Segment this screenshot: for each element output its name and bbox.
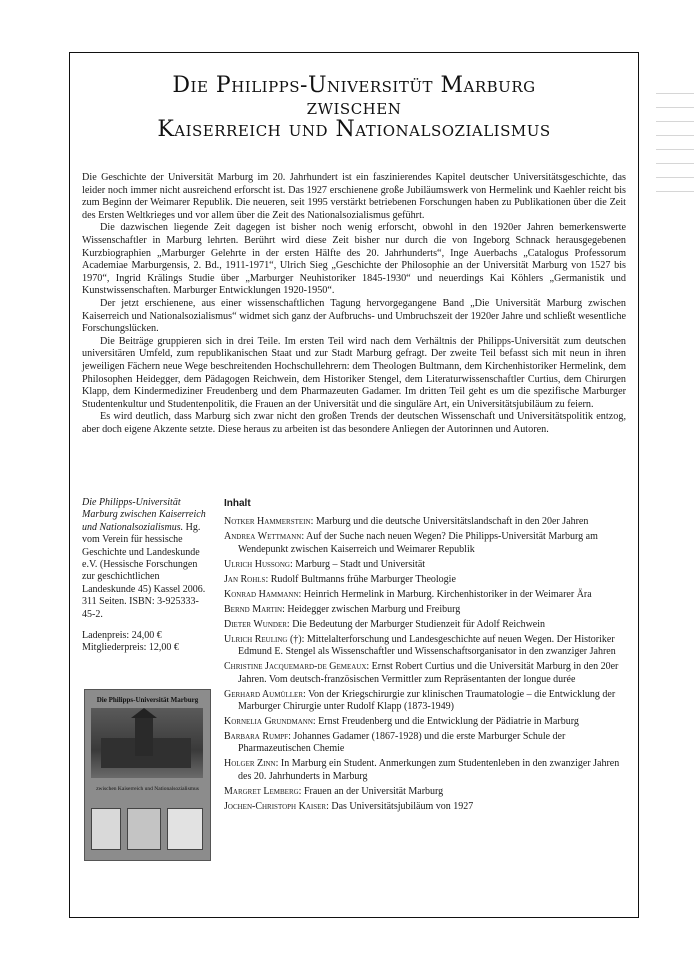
toc-entry-author: Jochen-Christoph Kaiser xyxy=(224,800,327,812)
cover-portraits xyxy=(91,808,206,850)
toc-entry xyxy=(224,689,626,714)
toc-entry-author: Jan Rohls xyxy=(224,573,266,585)
toc-entry xyxy=(224,731,626,756)
member-price: Mitgliederpreis: 12,00 € xyxy=(82,642,179,654)
abstract-paragraph: Die Beiträge gruppieren sich in drei Teile. Im ersten Teil wird nach dem Verhältnis der Philipps-Universität zum deutschen universitären Umfeld, zum republikanischen Staat und zur Stadt Marburg gefragt. Der zweite Teil befasst sich mit neun in ihren jeweiligen Fächern neue Wege beschreitenden Hochschullehrern: dem Theologen Bultmann, dem Kirchenhistoriker Hermelink, dem Philosophen Heidegger, dem Pädagogen Reichwein, dem Historiker Stengel, dem Literaturwissenschaftler Curtius, dem Chirurgen Klapp, dem Kindermediziner Freudenberg und dem Pharmazeuten Gadamer. Im dritten Teil geht es um die spezifische Marburger Studentenkultur und Studentenpolitik, die Frauen an der Universität und die singuläre Art, ein Universitätsjubiläum zu feiern. xyxy=(82,335,626,410)
toc-entry-author: Bernd Martin xyxy=(224,603,283,615)
toc-entry xyxy=(224,619,626,631)
title-line-2: zwischen xyxy=(306,95,402,120)
toc-entry-title: : In Marburg ein Student. Anmerkungen zum Studentenleben in den zwanziger Jahren des 20. Jahrhunderts in Marburg xyxy=(238,758,620,782)
toc-entry-title: : Frauen an der Universität Marburg xyxy=(298,785,444,797)
toc-entry xyxy=(224,758,626,783)
toc-entry xyxy=(224,574,626,586)
title-line-1: Die Philipps-Universitüt Marburg xyxy=(172,73,536,98)
price-block xyxy=(82,630,210,655)
toc-entry-author: Dieter Wunder xyxy=(224,618,287,630)
toc-entry-title: : Die Bedeutung der Marburger Studienzeit für Adolf Reichwein xyxy=(286,618,546,630)
toc-heading: Inhalt xyxy=(224,498,251,509)
toc-entry-author: Notker Hammerstein xyxy=(224,516,311,528)
cover-building-photo xyxy=(91,708,203,778)
announcement-frame xyxy=(69,52,639,918)
toc-entry xyxy=(224,516,626,528)
toc-entry xyxy=(224,531,626,556)
toc-entry xyxy=(224,589,626,601)
toc-entry-title: : Rudolf Bultmanns frühe Marburger Theologie xyxy=(265,573,456,585)
adjacent-page-bleed xyxy=(648,80,700,900)
toc-entry-author: Barbara Rumpf xyxy=(224,731,289,743)
toc-entry xyxy=(224,786,626,798)
toc-entry-author: Konrad Hammann xyxy=(224,588,299,600)
toc-entry-title: : Johannes Gadamer (1867-1928) und die erste Marburger Schule der Pharmazeutischen Chemie xyxy=(238,731,566,755)
shop-price: Ladenpreis: 24,00 € xyxy=(82,630,162,642)
book-citation xyxy=(82,497,210,621)
toc-entry-title: : Ernst Robert Curtius und die Universität Marburg in den 20er Jahren. Vom deutsch-französischen Vermittler zum Repräsentanten der longue durée xyxy=(238,661,619,685)
toc-entry-author: Holger Zinn xyxy=(224,758,276,770)
toc-entry xyxy=(224,661,626,686)
toc-entry-author: Margret Lemberg xyxy=(224,785,299,797)
toc-entry xyxy=(224,634,626,659)
toc-entry-title: : Heinrich Hermelink in Marburg. Kirchenhistoriker in der Weimarer Ära xyxy=(298,588,592,600)
toc-entry-title: : Heidegger zwischen Marburg und Freiburg xyxy=(282,603,461,615)
abstract-paragraph: Es wird deutlich, dass Marburg sich zwar nicht den großen Trends der deutschen Wissenschaft und Universitätspolitik entzog, aber doch eigene Akzente setzte. Diese heraus zu arbeiten ist das besondere Anliegen der Autorinnen und Autoren. xyxy=(82,411,626,435)
toc-entry-title: : Von der Kriegschirurgie zur klinischen Traumatologie – die Entwicklung der Marburger Chirurgie unter Rudolf Klapp (1873-1949) xyxy=(238,688,616,713)
page-title xyxy=(70,75,638,141)
toc-entry-author: Ulrich Hussong xyxy=(224,558,290,570)
toc-entry xyxy=(224,559,626,571)
toc-entry xyxy=(224,604,626,616)
title-line-3: Kaiserreich und Nationalsozialismus xyxy=(157,117,551,142)
book-citation-title: Die Philipps-Universität Marburg zwischen Kaiserreich und Nationalsozialismus. xyxy=(82,497,206,533)
toc-entry xyxy=(224,801,626,813)
toc-entry-author: Andrea Wettmann xyxy=(224,531,302,543)
toc-entry-title: : Marburg und die deutsche Universitätslandschaft in den 20er Jahren xyxy=(310,516,589,528)
abstract-text xyxy=(82,172,626,436)
toc-entry-title: : Ernst Freudenberg und die Entwicklung der Pädiatrie in Marburg xyxy=(312,716,579,728)
cover-title: Die Philipps-Universität Marburg xyxy=(96,696,199,704)
toc-entry-title: : Mittelalterforschung und Landesgeschichte auf neuen Wegen. Der Historiker Edmund E. Stengel als Wissenschaftler und Wissenschaftsorganisator in den zwanziger Jahren xyxy=(238,633,616,658)
toc-entry-title: : Das Universitätsjubiläum von 1927 xyxy=(326,800,474,812)
abstract-paragraph: Der jetzt erschienene, aus einer wissenschaftlichen Tagung hervorgegangene Band „Die Universität Marburg zwischen Kaiserreich und Nationalsozialismus“ widmet sich ganz der Aufbruchs- und Umbruchszeit der 1920er Jahre und schließt wesentliche Forschungslücken. xyxy=(82,297,626,335)
toc-list xyxy=(224,516,626,813)
toc-entry-author: Gerhard Aumüller xyxy=(224,688,304,700)
abstract-paragraph: Die dazwischen liegende Zeit dagegen ist bisher noch wenig erforscht, obwohl in den 1920er Jahren bemerkenswerte Wissenschaftler in Marburg lehrten. Berührt wird diese Zeit bisher nur durch die von Ingeborg Schnack herausgegebenen Kurzbiographien „Marburger Gelehrte in der ersten Hälfte des 20. Jahrhunderts“, Inge Auerbachs „Catalogus Professorum Academiae Marburgensis, 2. Bd., 1911-1971“, Ulrich Sieg „Geschichte der Philosophie an der Universität Marburg von 1527 bis 1970“, Ingrid Krälings Studie über „Marburger Neuhistoriker 1845-1930“ und neuerdings Kai Köhlers „Germanistik und Kunstwissenschaften. Marburger Entwicklungen 1920-1950“. xyxy=(82,222,626,297)
toc-entry xyxy=(224,716,626,728)
toc-entry-title: : Marburg – Stadt und Universität xyxy=(289,558,426,570)
cover-subtitle: zwischen Kaiserreich und Nationalsozialismus xyxy=(96,786,199,792)
abstract-paragraph: Die Geschichte der Universität Marburg im 20. Jahrhundert ist ein faszinierendes Kapitel deutscher Universitätsgeschichte, das leider noch immer nicht ausreichend erforscht ist. Das 1927 erschienene große Jubiläumswerk von Hermelink und Kaehler reicht bis zum Beginn der Weimarer Republik. Die neueren, seit 1995 verstärkt betriebenen Forschungen haben zu Publikationen über die Zeit des Ersten Weltkrieges und vor allem über die Zeit des Nationalsozialismus geführt. xyxy=(82,172,626,221)
toc-entry-author: Kornelia Grundmann xyxy=(224,716,313,728)
toc-entry-author: Christine Jacquemard-de Gemeaux xyxy=(224,661,367,673)
toc-entry-author: Ulrich Reuling (†) xyxy=(224,633,302,645)
book-info xyxy=(82,497,210,655)
toc-entry-title: : Auf der Suche nach neuen Wegen? Die Philipps-Universität Marburg am Wendepunkt zwischen Kaiserreich und Weimarer Republik xyxy=(238,531,598,555)
book-cover-image xyxy=(84,689,211,861)
book-citation-details: Hg. vom Verein für hessische Geschichte und Landeskunde e.V. (Hessische Forschungen zur geschichtlichen Landeskunde 45) Kassel 2006. 311 Seiten. ISBN: 3-925333-45-2. xyxy=(82,521,206,620)
table-of-contents xyxy=(224,498,626,816)
